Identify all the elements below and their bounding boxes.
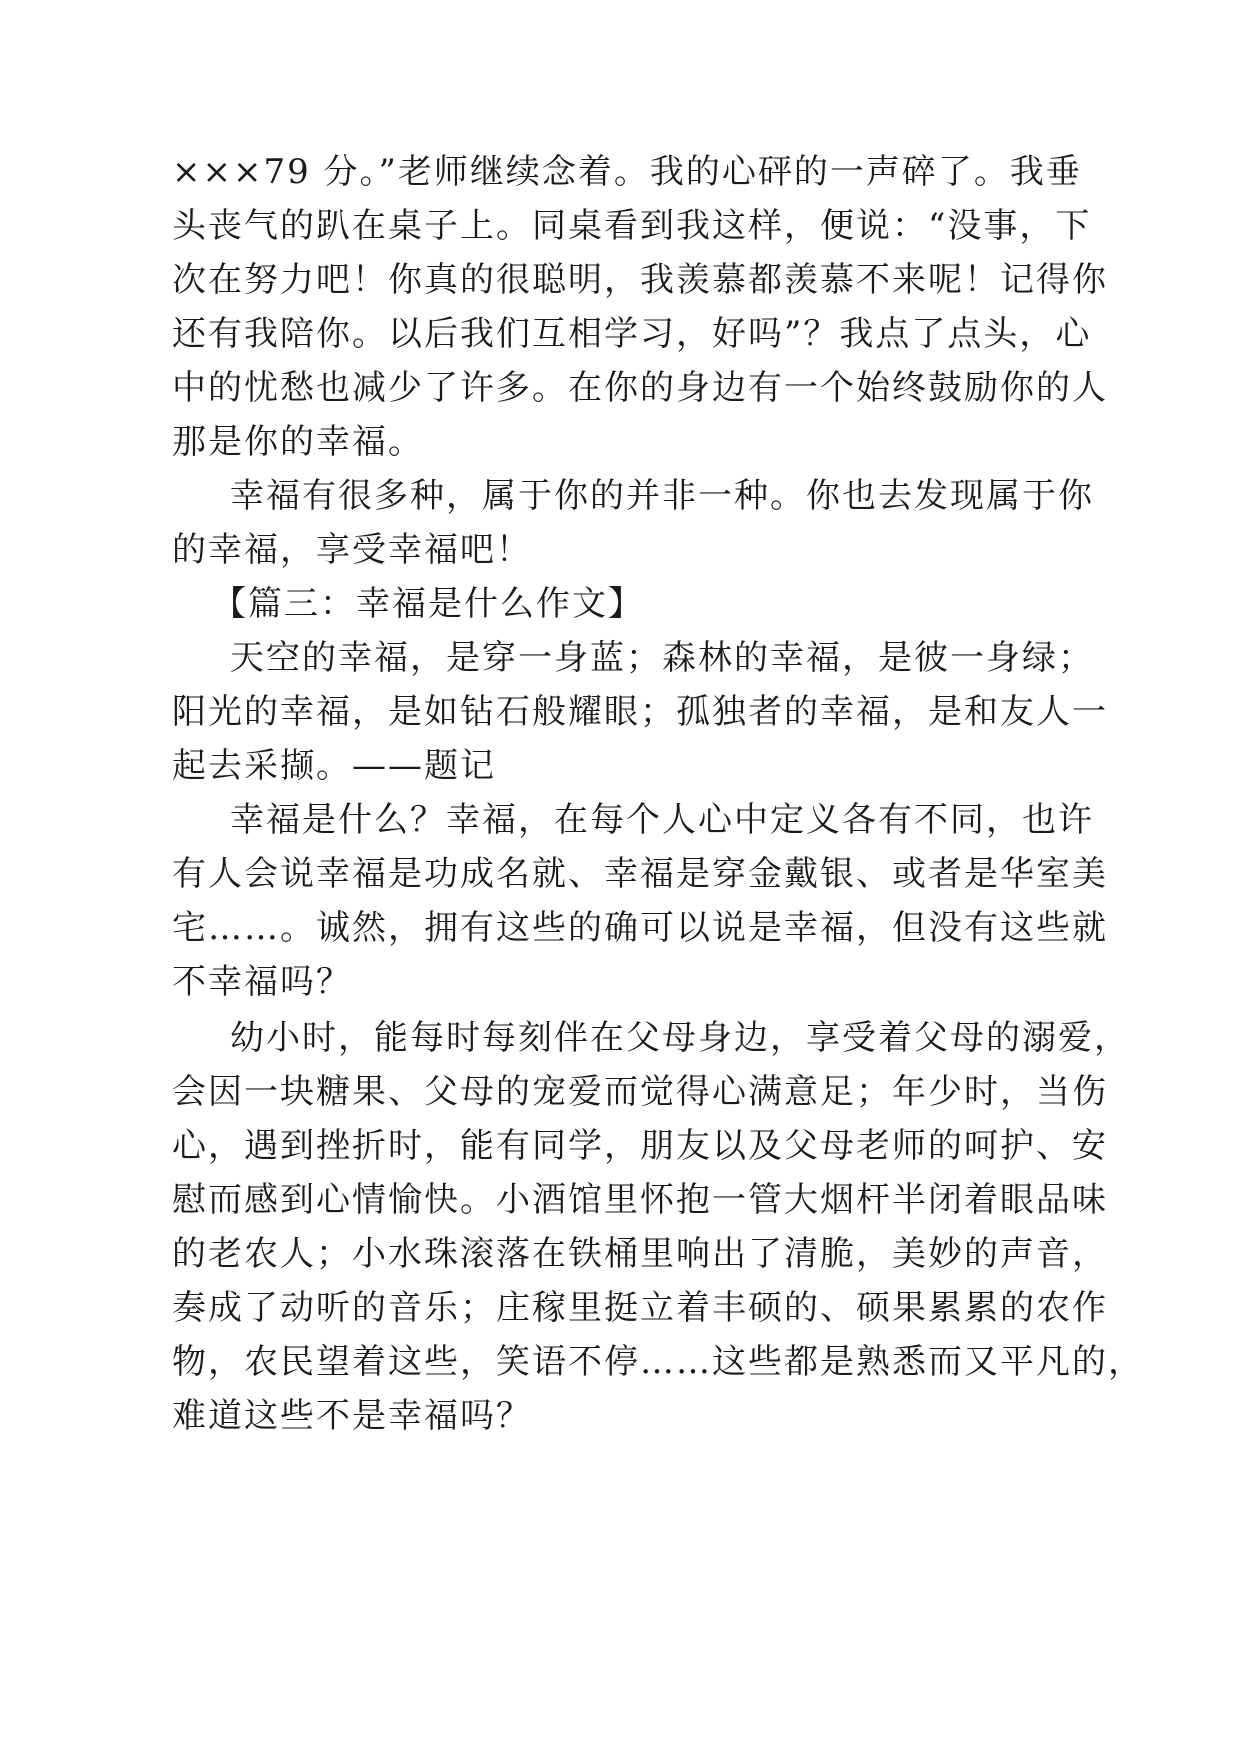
section-heading: 【篇三：幸福是什么作文】	[212, 584, 644, 624]
text-line: 的幸福，享受幸福吧！	[172, 530, 532, 570]
text-line: 阳光的幸福，是如钻石般耀眼；孤独者的幸福，是和友人一	[172, 692, 1108, 732]
text-line: 幸福有很多种，属于你的并非一种。你也去发现属于你	[230, 476, 1094, 516]
text-line: 会因一块糖果、父母的宠爱而觉得心满意足；年少时，当伤	[172, 1072, 1108, 1112]
text-line: 中的忧愁也减少了许多。在你的身边有一个始终鼓励你的人	[172, 368, 1108, 408]
text-line: 物，农民望着这些，笑语不停……这些都是熟悉而又平凡的，	[172, 1342, 1144, 1382]
text-line: 次在努力吧！你真的很聪明，我羡慕都羡慕不来呢！记得你	[172, 260, 1108, 300]
text-line: 奏成了动听的音乐；庄稼里挺立着丰硕的、硕果累累的农作	[172, 1288, 1108, 1328]
text-line: 天空的幸福，是穿一身蓝；森林的幸福，是彼一身绿；	[230, 638, 1094, 678]
text-line: 那是你的幸福。	[172, 422, 424, 462]
text-line: 头丧气的趴在桌子上。同桌看到我这样，便说：“没事，下	[172, 206, 1092, 246]
text-line: 幸福是什么？幸福，在每个人心中定义各有不同，也许	[230, 800, 1094, 840]
text-line: 慰而感到心情愉快。小酒馆里怀抱一管大烟杆半闭着眼品味	[172, 1180, 1108, 1220]
text-line: 幼小时，能每时每刻伴在父母身边，享受着父母的溺爱，	[230, 1018, 1130, 1058]
text-line: 有人会说幸福是功成名就、幸福是穿金戴银、或者是华室美	[172, 854, 1108, 894]
text-line: 心，遇到挫折时，能有同学，朋友以及父母老师的呵护、安	[172, 1126, 1108, 1166]
text-line: ×××79 分。”老师继续念着。我的心砰的一声碎了。我垂	[172, 152, 1082, 192]
text-line: 难道这些不是幸福吗？	[172, 1396, 532, 1436]
text-line: 宅……。诚然，拥有这些的确可以说是幸福，但没有这些就	[172, 908, 1108, 948]
text-line: 不幸福吗？	[172, 962, 352, 1002]
text-line: 起去采撷。——题记	[172, 746, 496, 786]
text-line: 还有我陪你。以后我们互相学习，好吗”？我点了点头，心	[172, 314, 1092, 354]
text-line: 的老农人；小水珠滚落在铁桶里响出了清脆，美妙的声音，	[172, 1234, 1108, 1274]
